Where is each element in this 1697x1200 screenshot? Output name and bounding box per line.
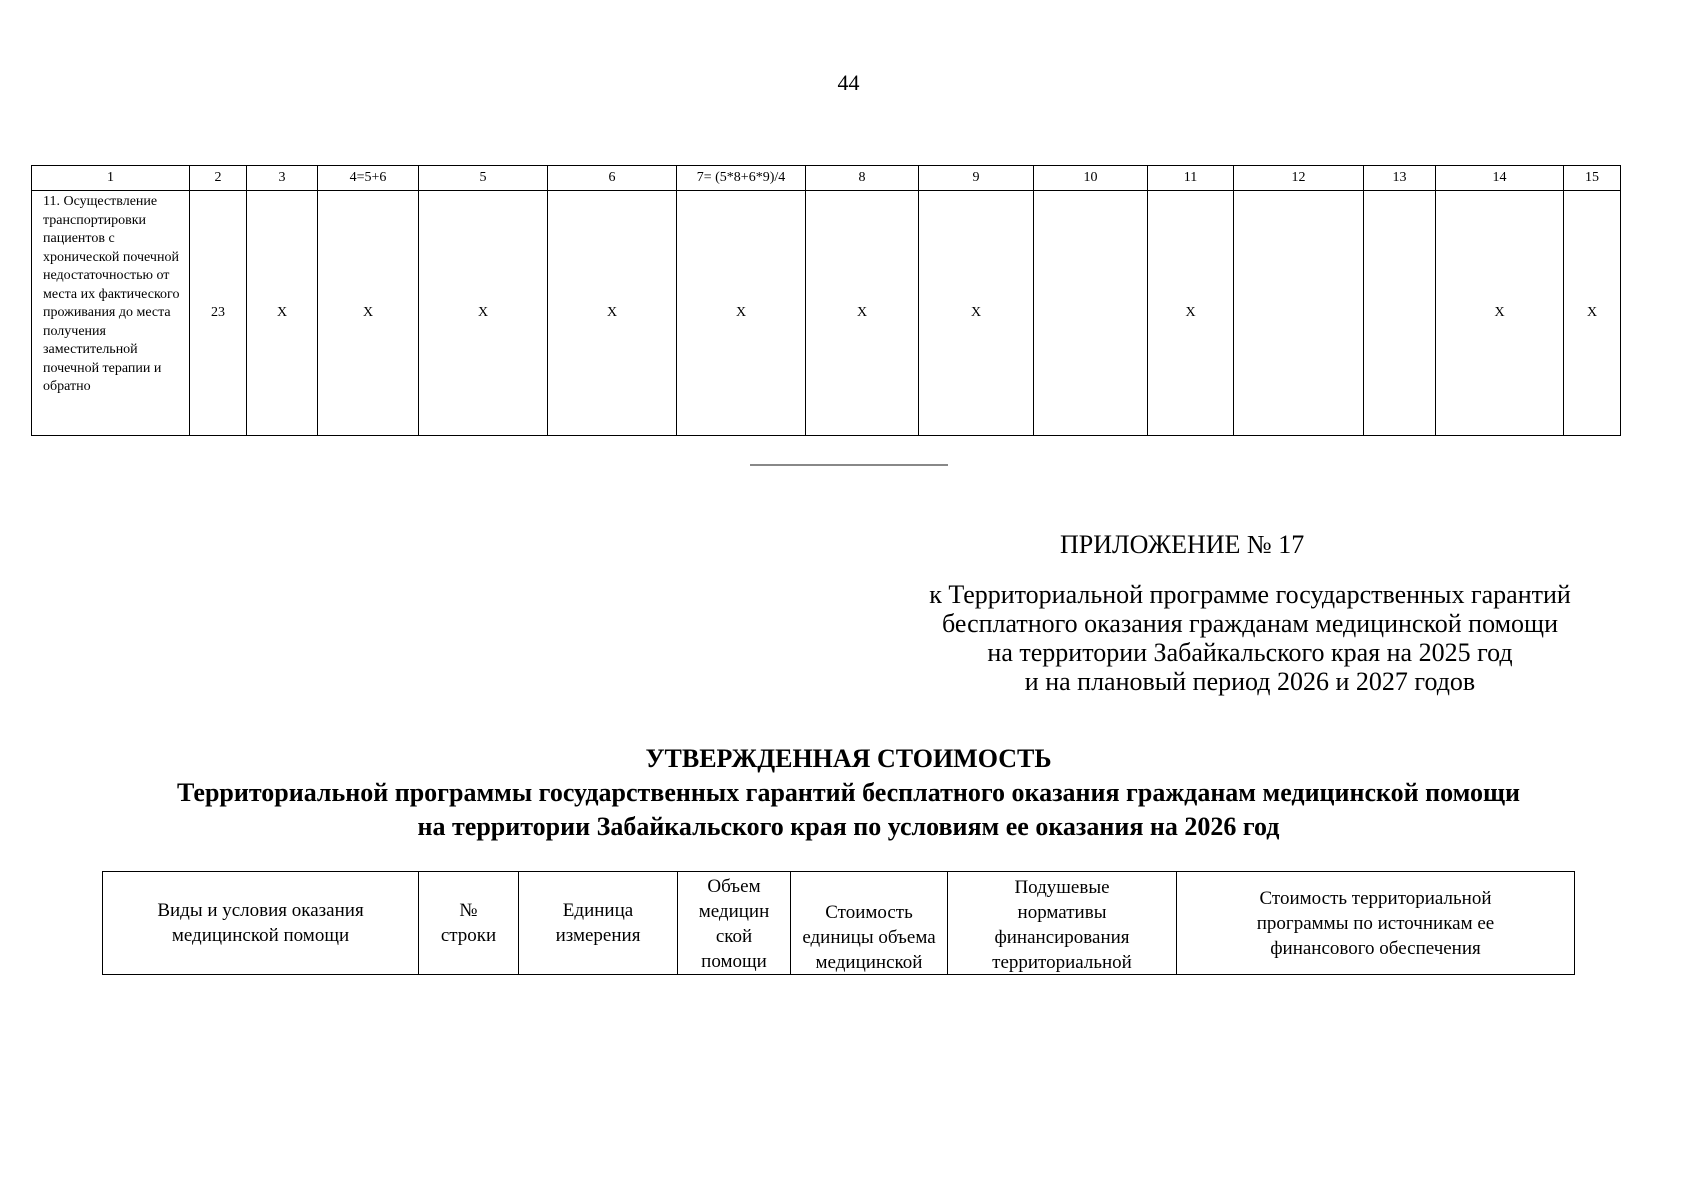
table-cell — [1034, 191, 1148, 436]
table-row — [32, 191, 1621, 436]
column-header: 11 — [1148, 166, 1234, 191]
column-header: 2 — [190, 166, 247, 191]
column-header: Виды и условия оказания медицинской помощи — [103, 872, 419, 975]
page-number: 44 — [837, 70, 860, 95]
column-header: 6 — [548, 166, 677, 191]
column-header: Стоимость единицы объема медицинской — [791, 872, 948, 975]
column-header: 13 — [1364, 166, 1436, 191]
column-header: 9 — [919, 166, 1034, 191]
table-cell: X — [1564, 191, 1621, 436]
column-number-row — [32, 166, 1621, 191]
table-cell: X — [1436, 191, 1564, 436]
column-header: Подушевые нормативы финансирования территориальной — [948, 872, 1177, 975]
document-title — [0, 742, 1697, 844]
appendix-title: ПРИЛОЖЕНИЕ № 17 — [1060, 530, 1305, 559]
appendix-subtitle-line: к Территориальной программе государственных гарантий — [929, 580, 1571, 609]
table-cell: 23 — [190, 191, 247, 436]
column-header: 4=5+6 — [318, 166, 419, 191]
column-header: Единица измерения — [519, 872, 678, 975]
appendix-subtitle-line: бесплатного оказания гражданам медицинской помощи — [942, 609, 1558, 638]
column-header: 10 — [1034, 166, 1148, 191]
table-cell: X — [919, 191, 1034, 436]
table-cell: X — [677, 191, 806, 436]
row-description: 11. Осуществление транспортировки пациентов с хронической почечной недостаточностью от места их фактического проживания до места получения заместительной почечной терапии и обратно — [32, 191, 190, 436]
column-header: 12 — [1234, 166, 1364, 191]
document-title-line: Территориальной программы государственных гарантий бесплатного оказания гражданам медицинской помощи — [177, 778, 1520, 807]
appendix-subtitle — [800, 580, 1697, 696]
column-header: Объем медицин ской помощи — [678, 872, 791, 975]
column-header: 14 — [1436, 166, 1564, 191]
column-header: 15 — [1564, 166, 1621, 191]
column-header: 8 — [806, 166, 919, 191]
table-cell: X — [419, 191, 548, 436]
section-divider — [750, 464, 948, 466]
column-header: № строки — [419, 872, 519, 975]
column-header: Стоимость территориальной программы по источникам ее финансового обеспечения — [1177, 872, 1575, 975]
appendix-subtitle-line: и на плановый период 2026 и 2027 годов — [1024, 667, 1476, 696]
table-cell: X — [806, 191, 919, 436]
table-cell — [1364, 191, 1436, 436]
column-header: 7= (5*8+6*9)/4 — [677, 166, 806, 191]
table-cell: X — [318, 191, 419, 436]
appendix-subtitle-line: на территории Забайкальского края на 2025 год — [987, 638, 1513, 667]
table-cell: X — [1148, 191, 1234, 436]
column-header: 3 — [247, 166, 318, 191]
table-cell — [1234, 191, 1364, 436]
table-cell: X — [548, 191, 677, 436]
table-header-row — [103, 872, 1575, 975]
column-header: 1 — [32, 166, 190, 191]
document-title-line: УТВЕРЖДЕННАЯ СТОИМОСТЬ — [645, 744, 1052, 773]
table-cell: X — [247, 191, 318, 436]
column-header: 5 — [419, 166, 548, 191]
approved-cost-table — [102, 871, 1575, 975]
document-title-line: на территории Забайкальского края по условиям ее оказания на 2026 год — [417, 812, 1280, 841]
continuation-table — [31, 165, 1621, 436]
